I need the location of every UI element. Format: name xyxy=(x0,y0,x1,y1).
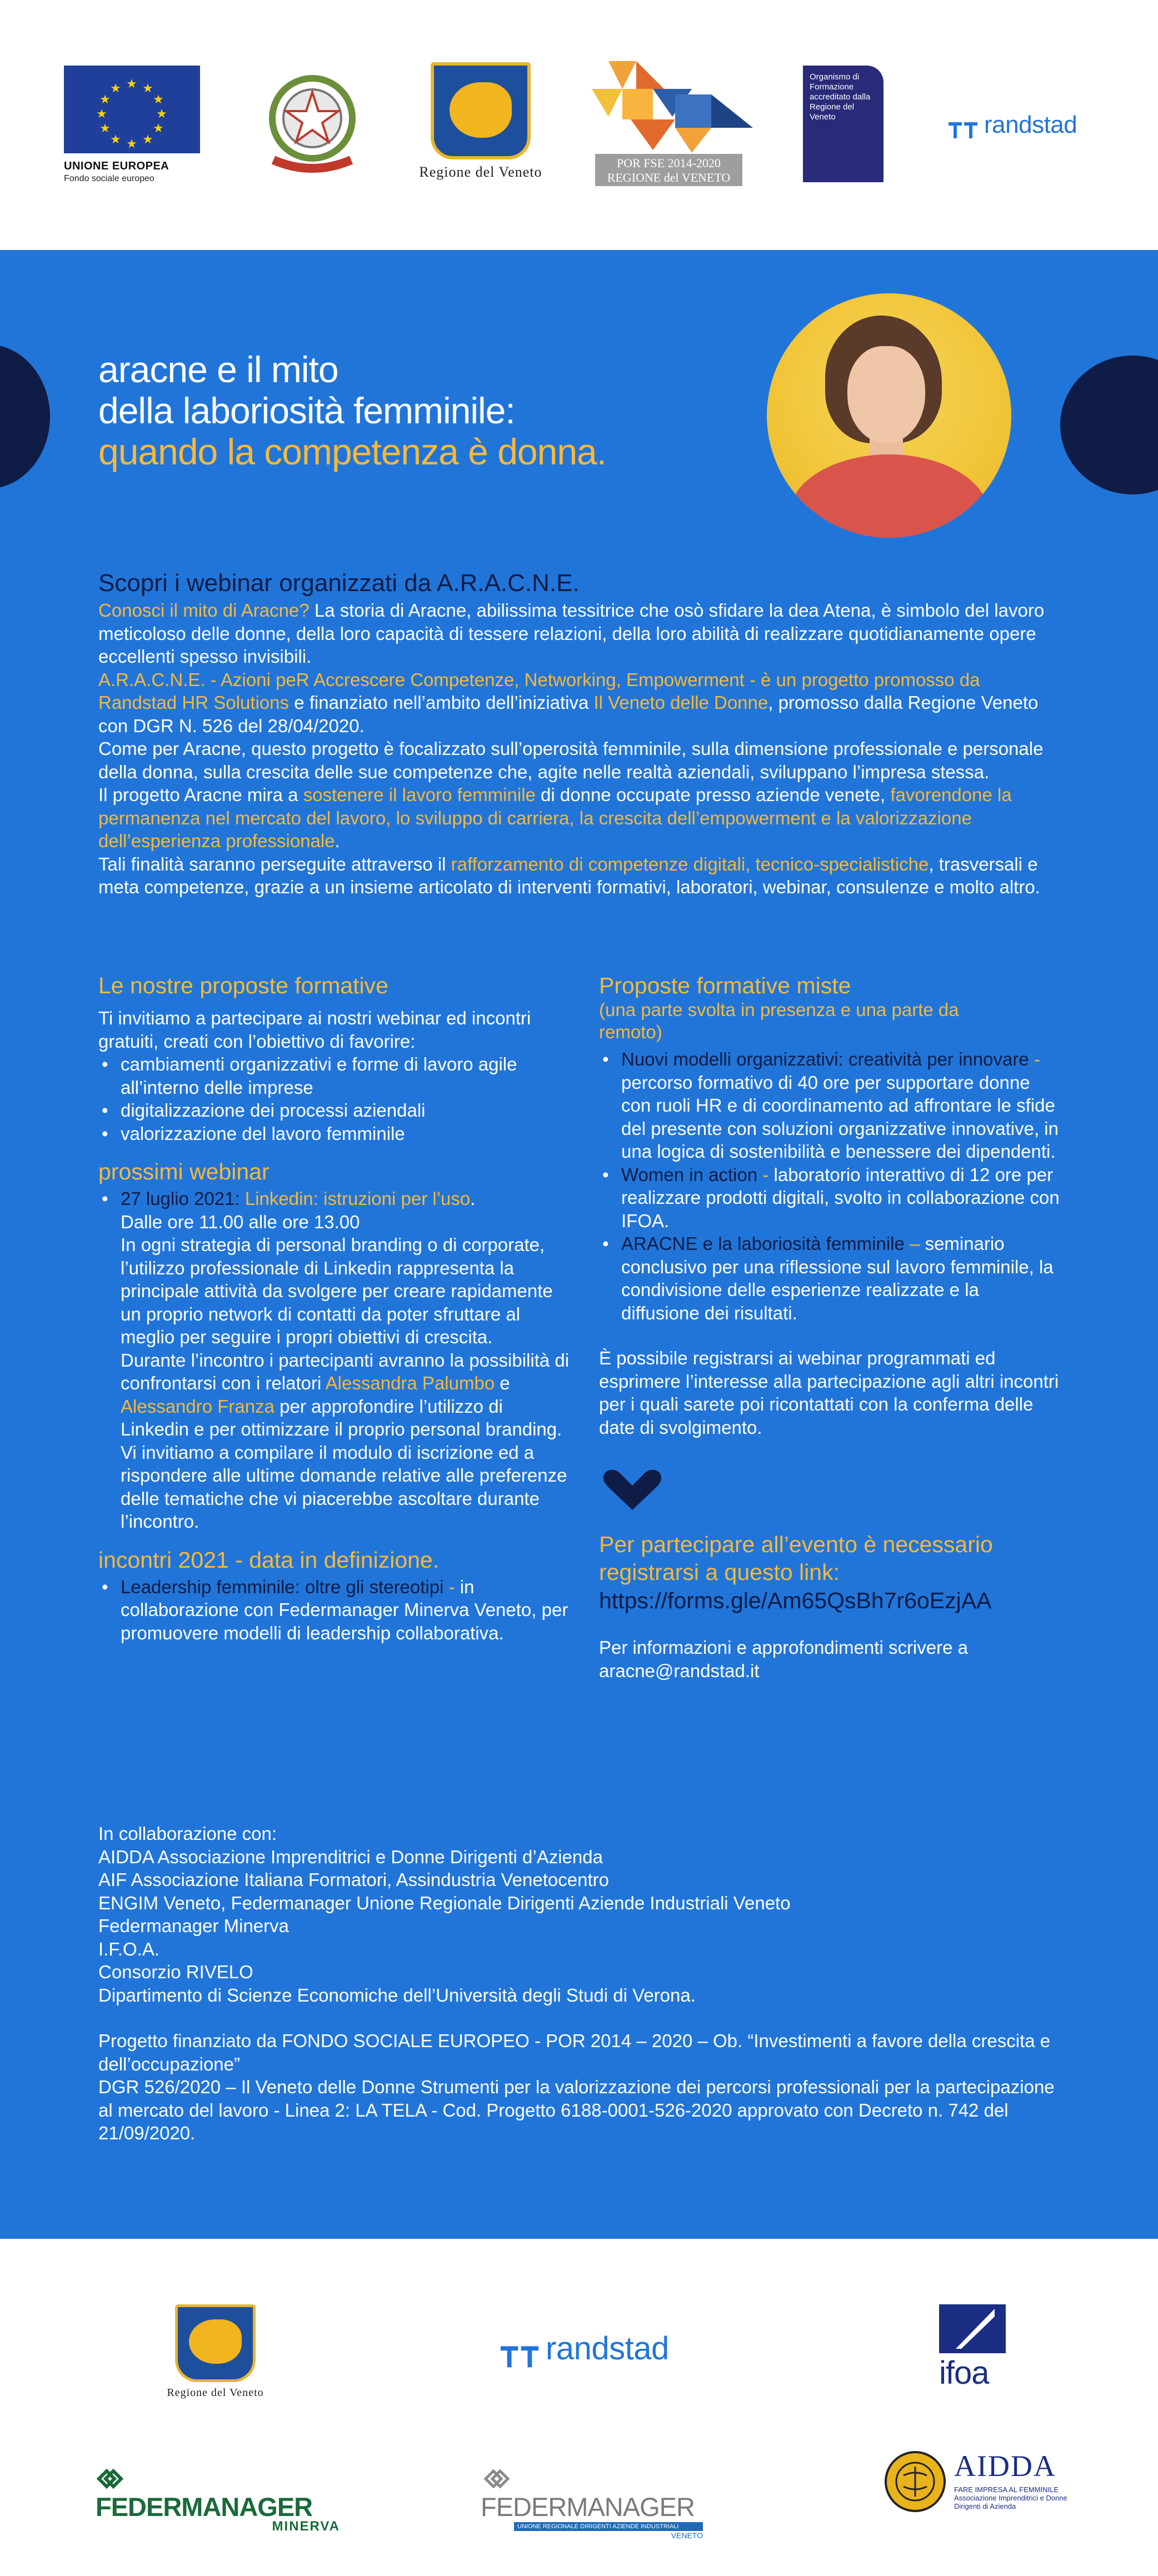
dgr-statement: DGR 526/2020 – Il Veneto delle Donne Strumenti per la valorizzazione dei percorsi professionali per la partecipazione al mercato del lavoro - Linea 2: LA TELA - Cod. Progetto 6188-0001-526-2020 approvato con Decreto n. 742 del 21/09/2020. xyxy=(98,2077,1055,2143)
incontro-separator: - xyxy=(443,1576,460,1597)
intro-p4-start: Il progetto Aracne mira a xyxy=(98,784,303,805)
aidda-seal-icon xyxy=(885,2451,946,2512)
intro-p5-start: Tali finalità saranno perseguite attraverso il xyxy=(98,853,451,874)
intro-p4-highlight1: sostenere il lavoro femminile xyxy=(303,784,536,805)
miste-item-text: laboratorio interattivo di 12 ore per realizzare prodotti digitali, svolto in collaborazione con IFOA. xyxy=(621,1164,1060,1231)
proposte-miste-subtitle: (una parte svolta in presenza e una parte da remoto) xyxy=(599,999,959,1042)
eu-title: UNIONE EUROPEA xyxy=(64,160,169,172)
list-item xyxy=(599,1232,1060,1324)
partner-item: I.F.O.A. xyxy=(98,1938,160,1959)
miste-item-sep: – xyxy=(904,1233,925,1254)
intro-paragraph-2 xyxy=(98,668,1054,738)
webinar-description: In ogni strategia di personal branding o di corporate, l’utilizzo professionale di Linkedin rappresenta la principale attività da svolgere per creare rapidamente un proprio network di contatti da poter sfruttare al meglio per seguire i propri obiettivi di crescita. xyxy=(121,1234,553,1347)
intro-question: Conosci il mito di Aracne? xyxy=(98,600,310,621)
svg-text:★: ★ xyxy=(126,137,137,151)
woman-portrait-image xyxy=(767,293,1011,538)
miste-item-text: percorso formativo di 40 ore per supportare donne con ruoli HR e di coordinamento ad affrontare le sfide del presente con soluzioni organizzative innovative, in una logica di sostenibilità e benessere dei dipendenti. xyxy=(621,1072,1059,1162)
regione-veneto-logo xyxy=(408,62,553,190)
svg-text:★: ★ xyxy=(153,121,164,135)
svg-text:★: ★ xyxy=(110,132,121,146)
miste-item-sep: - xyxy=(757,1164,774,1185)
headline-line3: quando la competenza è donna. xyxy=(98,431,607,472)
top-logo-strip xyxy=(0,0,1158,250)
webinar-item xyxy=(98,1187,571,1533)
repubblica-italiana-emblem xyxy=(262,66,362,182)
decorative-circle-left xyxy=(0,344,50,489)
incontri-list xyxy=(98,1575,571,1645)
randstad-logo-bottom xyxy=(499,2330,669,2369)
contact-text: Per informazioni e approfondimenti scrivere a xyxy=(599,1637,968,1658)
main-content-band xyxy=(0,250,1158,2239)
proposte-miste-title: Proposte formative miste xyxy=(599,973,851,998)
webinar-speakers-intro: Durante l’incontro i partecipanti avranno la possibilità di confrontarsi con i relatori xyxy=(121,1349,570,1393)
lion-of-st-mark-icon xyxy=(175,2304,256,2382)
collaboration-section xyxy=(98,1822,1071,2145)
incontro-item xyxy=(98,1575,571,1645)
registration-link[interactable]: https://forms.gle/Am65QsBh7r6oEzjAA xyxy=(599,1588,992,1613)
svg-text:★: ★ xyxy=(99,92,111,106)
federmanager-veneto-logo xyxy=(481,2461,714,2540)
intro-p4-end: . xyxy=(335,831,340,851)
list-item: • valorizzazione del lavoro femminile xyxy=(98,1122,571,1146)
aidda-subtitle: FARE IMPRESA AL FEMMINILE Associazione Imprenditrici e Donne Dirigenti di Azienda xyxy=(954,2485,1067,2510)
aracne-acronym-highlight: A.R.A.C.N.E. - Azioni peR Accrescere Competenze, Networking, Empowerment - è un progetto promosso da Randstad HR Solutions xyxy=(98,669,980,713)
federmanager-veneto-band: UNIONE REGIONALE DIRIGENTI AZIENDE INDUSTRIALI xyxy=(514,2522,703,2531)
intro-p5-end: , trasversali e meta competenze, grazie a un insieme articolato di interventi formativi, laboratori, webinar, consulenze e molto altro. xyxy=(98,853,1040,897)
proposte-list xyxy=(98,1053,571,1145)
svg-text:★: ★ xyxy=(126,77,137,91)
federmanager-minerva-logo xyxy=(96,2461,340,2534)
chevron-down-icon xyxy=(599,1468,666,1512)
incontro-name: Leadership femminile: oltre gli stereotipi xyxy=(121,1576,444,1597)
headline-line2: della laboriosità femminile: xyxy=(98,390,515,431)
incontri-2021-title: incontri 2021 - data in definizione. xyxy=(98,1547,440,1573)
right-column xyxy=(599,972,1060,1682)
speakers-and: e xyxy=(495,1373,510,1393)
webinar-speakers-text: per approfondire l’utilizzo di Linkedin e per ottimizzare il proprio personal branding. xyxy=(121,1395,562,1439)
decorative-circle-right xyxy=(1060,356,1158,494)
por-fse-caption xyxy=(595,154,742,186)
veneto-caption-bottom: Regione del Veneto xyxy=(167,2387,264,2399)
incontro-text: in collaborazione con Federmanager Minerva Veneto, per promuovere modelli di leadership collaborativa. xyxy=(121,1576,568,1643)
speaker-2: Alessandro Franza xyxy=(121,1395,274,1417)
miste-item-name: ARACNE e la laboriosità femminile xyxy=(621,1233,905,1254)
intro-paragraph-4 xyxy=(98,783,1054,853)
registration-link-title: Per partecipare all’evento è necessario registrarsi a questo link: xyxy=(599,1532,993,1585)
partner-item: ENGIM Veneto, Federmanager Unione Regionale Dirigenti Aziende Industriali Veneto xyxy=(98,1892,791,1913)
webinar-title-dot: . xyxy=(470,1188,476,1209)
organismo-text: Organismo di Formazione accreditato dalla Regione del Veneto xyxy=(810,72,871,122)
federmanager-knot-icon xyxy=(96,2468,123,2490)
veneto-caption: Regione del Veneto xyxy=(419,164,542,180)
contact-email-link[interactable]: aracne@randstad.it xyxy=(599,1660,760,1681)
federmanager-wordmark xyxy=(96,2461,340,2522)
federmanager-text: FEDERMANAGER xyxy=(96,2492,313,2522)
webinar-invite: Vi invitiamo a compilare il modulo di iscrizione ed a rispondere alle ultime domande relative alle preferenze delle tematiche che vi piacerebbe ascoltare durante l’incontro. xyxy=(121,1442,567,1532)
miste-item-name: Nuovi modelli organizzativi: creatività per innovare xyxy=(621,1049,1029,1069)
webinar-title: Linkedin: istruzioni per l’uso xyxy=(244,1188,471,1209)
eu-logo xyxy=(64,66,200,182)
headline-line1: aracne e il mito xyxy=(98,349,338,390)
regione-veneto-logo-bottom xyxy=(158,2304,272,2399)
headline xyxy=(98,349,737,472)
list-item: • cambiamenti organizzativi e forme di lavoro agile all’interno delle imprese xyxy=(98,1053,571,1099)
speaker-1: Alessandra Palumbo xyxy=(325,1373,495,1393)
aidda-wordmark: AIDDA xyxy=(954,2449,1056,2483)
intro-paragraph-1 xyxy=(98,599,1054,668)
partner-item: Federmanager Minerva xyxy=(98,1915,289,1936)
por-fse-line1: POR FSE 2014-2020 xyxy=(616,156,721,170)
por-fse-logo xyxy=(592,56,758,186)
registrazione-text: È possibile registrarsi ai webinar programmati ed esprimere l’interesse alla partecipazione agli altri incontri per i quali sarete poi ricontattati con la conferma delle date di svolgimento. xyxy=(599,1348,1059,1438)
federmanager-veneto-sub: VENETO xyxy=(671,2531,703,2540)
proposte-formative-title: Le nostre proposte formative xyxy=(98,973,388,998)
federmanager-veneto-wordmark xyxy=(481,2461,714,2522)
svg-text:★: ★ xyxy=(99,121,111,135)
por-fse-graphic-icon xyxy=(592,56,758,156)
intro-paragraph-5 xyxy=(98,853,1054,899)
svg-text:★: ★ xyxy=(110,81,121,95)
partner-item: Dipartimento di Scienze Economiche dell’Università degli Studi di Verona. xyxy=(98,1984,696,2005)
funding-statement: Progetto finanziato da FONDO SOCIALE EUROPEO - POR 2014 – 2020 – Ob. “Investimenti a favore della crescita e dell’occupazione” xyxy=(98,2030,1051,2074)
intro-p4-highlight2: favorendone la permanenza nel mercato del lavoro, lo sviluppo di carriera, la crescita dell’empowerment e la valorizzazione dell’esperienza professionale xyxy=(98,784,1012,851)
svg-text:★: ★ xyxy=(156,107,167,121)
ifoa-logo xyxy=(939,2304,1011,2402)
por-fse-line2: REGIONE del VENETO xyxy=(607,171,731,184)
left-column xyxy=(98,972,571,1644)
randstad-wordmark-bottom: randstad xyxy=(546,2330,669,2367)
intro-p2-end: , promosso dalla Regione Veneto con DGR N. 526 del 28/04/2020. xyxy=(98,692,1039,736)
partner-item: AIF Associazione Italiana Formatori, Assindustria Venetocentro xyxy=(98,1869,609,1890)
veneto-donne-highlight: Il Veneto delle Donne xyxy=(593,692,768,713)
partner-item: AIDDA Associazione Imprenditrici e Donne Dirigenti d’Azienda xyxy=(98,1846,603,1867)
miste-item-name: Women in action xyxy=(621,1164,758,1185)
intro-p2-mid: e finanziato nell’ambito dell’iniziativa xyxy=(289,692,594,713)
list-item xyxy=(599,1163,1060,1233)
federmanager-knot-icon xyxy=(481,2468,512,2490)
lion-of-st-mark-icon xyxy=(431,62,531,159)
svg-text:★: ★ xyxy=(142,132,153,146)
eu-subtitle: Fondo sociale europeo xyxy=(64,174,154,183)
intro-paragraph-3: Come per Aracne, questo progetto è focalizzato sull’operosità femminile, sulla dimensione professionale e personale della donna, sulla crescita delle sue competenze che, agite nelle realtà aziendali, sviluppano l’impresa stessa. xyxy=(98,738,1044,782)
webinar-date: 27 luglio 2021: xyxy=(121,1188,240,1209)
miste-item-text: seminario conclusivo per una riflessione sul lavoro femminile, la condivisione delle esperienze realizzate e la diffusione dei risultati. xyxy=(621,1233,1054,1323)
collaboration-heading: In collaborazione con: xyxy=(98,1823,277,1844)
miste-item-sep: - xyxy=(1029,1049,1040,1069)
partner-item: Consorzio RIVELO xyxy=(98,1962,253,1982)
randstad-wordmark: randstad xyxy=(984,111,1077,138)
bottom-logo-strip xyxy=(0,2239,1158,2576)
randstad-mark-icon xyxy=(947,122,979,139)
proposte-intro: Ti invitiamo a partecipare ai nostri webinar ed incontri gratuiti, creati con l’obiettivo di favorire: xyxy=(98,1008,531,1052)
prossimi-webinar-title: prossimi webinar xyxy=(98,1159,269,1184)
organismo-formazione-badge xyxy=(803,66,884,182)
list-item xyxy=(599,1048,1060,1163)
ifoa-wordmark: ifoa xyxy=(939,2355,989,2391)
svg-text:★: ★ xyxy=(96,107,107,121)
webinar-list xyxy=(98,1187,571,1533)
randstad-mark-icon xyxy=(499,2345,540,2369)
minerva-text: MINERVA xyxy=(272,2519,340,2534)
webinar-section-title: Scopri i webinar organizzati da A.R.A.C.N.E. xyxy=(98,569,580,597)
intro-text xyxy=(98,599,1054,899)
webinar-time: Dalle ore 11.00 alle ore 13.00 xyxy=(121,1211,360,1232)
intro-p4-mid: di donne occupate presso aziende venete, xyxy=(535,784,891,805)
proposte-miste-list xyxy=(599,1048,1060,1324)
ifoa-mark-icon xyxy=(939,2304,1006,2353)
randstad-logo-top xyxy=(947,111,1103,139)
federmanager-veneto-text: FEDERMANAGER xyxy=(481,2492,695,2522)
svg-text:★: ★ xyxy=(142,81,153,95)
intro-p5-highlight: rafforzamento di competenze digitali, tecnico-specialistiche xyxy=(451,853,929,874)
eu-flag-icon xyxy=(64,66,200,153)
list-item: • digitalizzazione dei processi aziendali xyxy=(98,1099,571,1122)
intro-p1-text: La storia di Aracne, abilissima tessitrice che osò sfidare la dea Atena, è simbolo del lavoro meticoloso delle donne, della loro capacità di tessere relazioni, della loro abilità di realizzare quotidianamente opere eccellenti spesso invisibili. xyxy=(98,600,1045,667)
svg-text:★: ★ xyxy=(153,92,164,106)
